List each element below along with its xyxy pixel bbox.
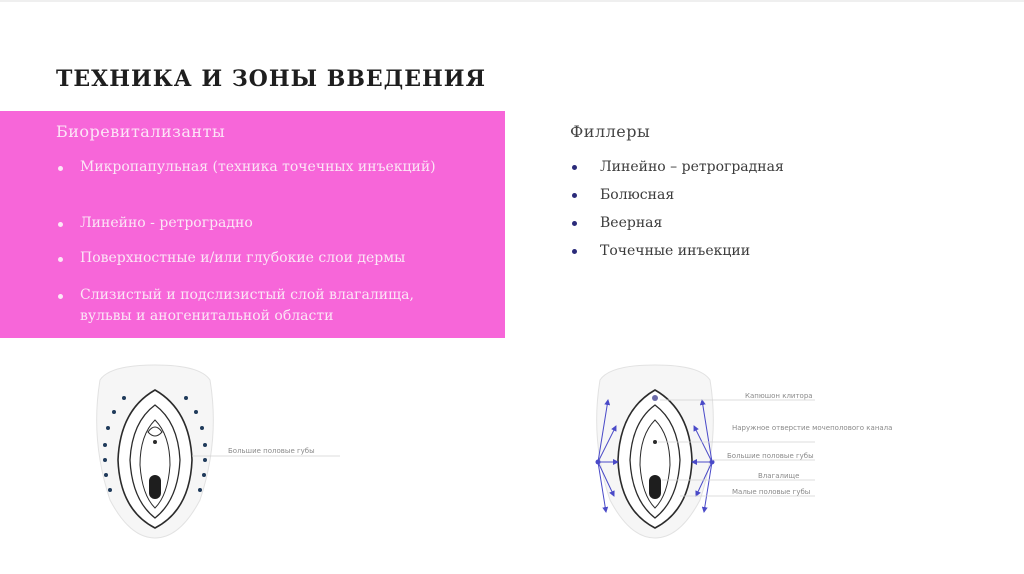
right-list-item: Точечные инъекции (600, 243, 751, 259)
labia-majora-label: Большие половые губы (727, 452, 814, 460)
labia-majora-label: Большие половые губы (228, 447, 315, 455)
injection-point (202, 473, 206, 477)
injection-point (103, 458, 107, 462)
biorevitalizants-heading: Биоревитализанты (56, 122, 226, 141)
slide-title: ТЕХНИКА И ЗОНЫ ВВЕДЕНИЯ (56, 66, 486, 92)
left-list-item: Микропапульная (техника точечных инъекций) (80, 159, 436, 175)
injection-point (200, 426, 204, 430)
injection-point (106, 426, 110, 430)
vagina-label: Влагалище (758, 472, 800, 480)
injection-point (108, 488, 112, 492)
injection-point (103, 443, 107, 447)
bullet-icon (58, 257, 63, 262)
right-list-item: Веерная (600, 215, 663, 231)
fillers-heading: Филлеры (570, 122, 651, 141)
labia-minora-label: Малые половые губы (732, 488, 811, 496)
bullet-icon (58, 222, 63, 227)
hood-injection-point (652, 395, 658, 401)
left-list-item: Линейно - ретроградно (80, 215, 253, 231)
left-list-item: Слизистый и подслизистый слой влагалища, вульвы и аногенитальной области (80, 287, 414, 324)
injection-point (194, 410, 198, 414)
bullet-icon (572, 221, 577, 226)
clitoral-hood-label: Капюшон клитора (745, 392, 813, 400)
injection-point (112, 410, 116, 414)
right-list-item: Линейно – ретроградная (600, 159, 784, 175)
right-list-item: Болюсная (600, 187, 675, 203)
injection-point (198, 488, 202, 492)
bullet-icon (572, 193, 577, 198)
injection-point (104, 473, 108, 477)
bullet-icon (58, 294, 63, 299)
left-list-item: Поверхностные и/или глубокие слои дермы (80, 250, 406, 266)
bullet-icon (58, 166, 63, 171)
injection-point (184, 396, 188, 400)
vaginal-opening (649, 475, 661, 499)
clitoris-dot (153, 440, 157, 444)
urethral-opening-label: Наружное отверстие мочеполового канала (732, 424, 893, 432)
clitoris-dot (653, 440, 657, 444)
filler-injection-diagram (580, 360, 893, 540)
vaginal-opening (149, 475, 161, 499)
bullet-icon (572, 249, 577, 254)
injection-point (122, 396, 126, 400)
biorevitalization-injection-diagram (80, 360, 360, 540)
injection-point (203, 458, 207, 462)
fan-origin-point (596, 460, 601, 465)
top-divider (0, 0, 1024, 2)
bullet-icon (572, 165, 577, 170)
injection-point (203, 443, 207, 447)
